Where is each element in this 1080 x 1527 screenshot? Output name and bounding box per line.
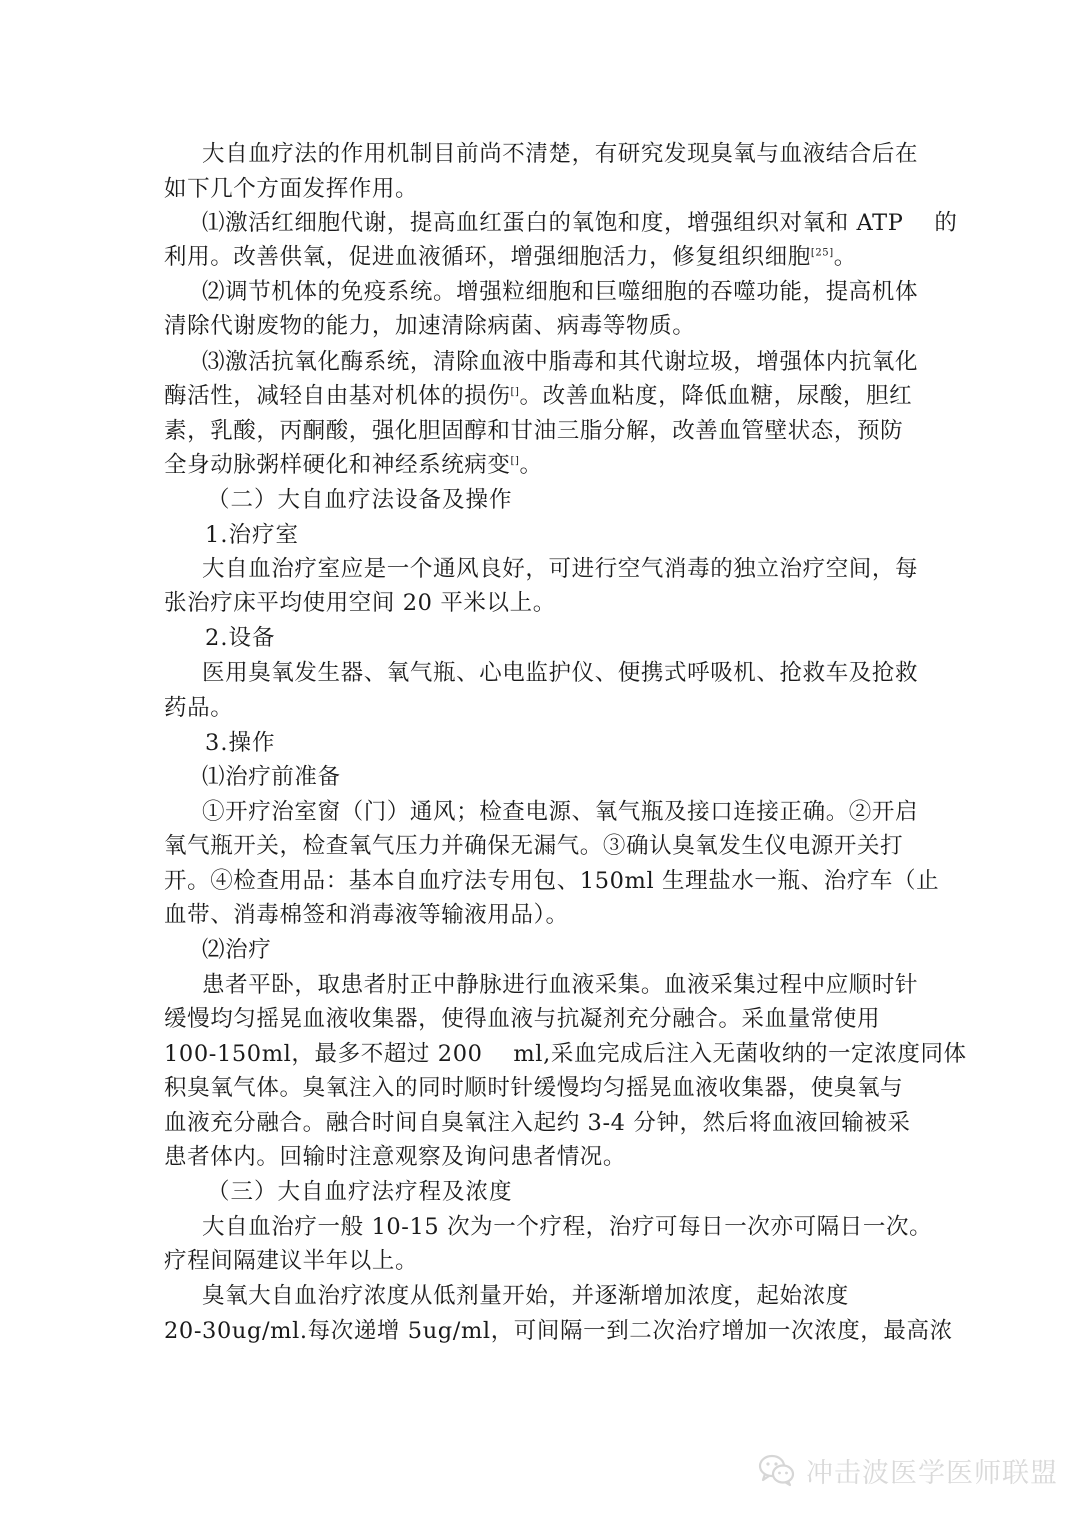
paragraph-line: 患者体内。回输时注意观察及询问患者情况。	[164, 1144, 627, 1170]
paragraph-line: 如下几个方面发挥作用。	[164, 176, 419, 202]
list-item-line: ⑴激活红细胞代谢，提高血红蛋白的氧饱和度，增强组织对氧和 ATP 的	[202, 210, 958, 236]
subsubsection-heading: ⑵治疗	[202, 937, 272, 963]
citation-ref: []	[510, 455, 520, 467]
paragraph-line: 缓慢均匀摇晃血液收集器，使得血液与抗凝剂充分融合。采血量常使用	[164, 1006, 881, 1032]
paragraph-line: 积臭氧气体。臭氧注入的同时顺时针缓慢均匀摇晃血液收集器，使臭氧与	[164, 1075, 904, 1101]
subsection-heading: 2.设备	[205, 625, 276, 651]
text-run: 。改善血粘度，降低血糖，尿酸，胆红	[519, 383, 913, 409]
citation-ref: [25]	[810, 247, 834, 259]
paragraph-line: 疗程间隔建议半年以上。	[164, 1248, 419, 1274]
list-item-line: 素，乳酸，丙酮酸，强化胆固醇和甘油三脂分解，改善血管壁状态，预防	[164, 418, 904, 444]
list-item-line: ⑵调节机体的免疫系统。增强粒细胞和巨噬细胞的吞噬功能，提高机体	[202, 279, 919, 305]
subsection-heading: 1.治疗室	[205, 522, 299, 548]
paragraph-line: 患者平卧，取患者肘正中静脉进行血液采集。血液采集过程中应顺时针	[202, 972, 919, 998]
subsection-heading: 3.操作	[205, 730, 276, 756]
list-item-line: 清除代谢废物的能力，加速清除病菌、病毒等物质。	[164, 313, 696, 339]
paragraph-line: 张治疗床平均使用空间 20 平米以上。	[164, 590, 556, 616]
text-run: 利用。改善供氧，促进血液循环，增强细胞活力，修复组织细胞	[164, 244, 811, 270]
paragraph-line: ①开疗治室窗（门）通风；检查电源、氧气瓶及接口连接正确。②开启	[202, 799, 919, 825]
list-item-line	[164, 239, 1080, 275]
paragraph-line: 大自血治疗一般 10-15 次为一个疗程，治疗可每日一次亦可隔日一次。	[202, 1214, 933, 1240]
paragraph-line: 100-150ml，最多不超过 200 ml,采血完成后注入无菌收纳的一定浓度同体	[164, 1041, 967, 1067]
section-heading: （二）大自血疗法设备及操作	[207, 487, 513, 513]
paragraph-line: 血液充分融合。融合时间自臭氧注入起约 3-4 分钟，然后将血液回输被采	[164, 1110, 911, 1136]
paragraph-line: 20-30ug/ml.每次递增 5ug/ml，可间隔一到二次治疗增加一次浓度，最高浓	[164, 1318, 953, 1344]
paragraph-line: 开。④检查用品：基本自血疗法专用包、150ml 生理盐水一瓶、治疗车（止	[164, 868, 940, 894]
text-run: 全身动脉粥样硬化和神经系统病变	[164, 452, 511, 478]
paragraph-line: 大自血治疗室应是一个通风良好，可进行空气消毒的独立治疗空间，每	[202, 556, 919, 582]
list-item-line	[164, 378, 1080, 414]
paragraph-line: 血带、消毒棉签和消毒液等输液用品）。	[164, 902, 569, 928]
section-heading: （三）大自血疗法疗程及浓度	[207, 1179, 513, 1205]
watermark-text: 冲击波医学医师联盟	[806, 1457, 1058, 1489]
paragraph-line: 医用臭氧发生器、氧气瓶、心电监护仪、便携式呼吸机、抢救车及抢救	[202, 660, 919, 686]
citation-ref: []	[510, 386, 520, 398]
subsubsection-heading: ⑴治疗前准备	[202, 764, 341, 790]
watermark	[758, 1450, 1058, 1490]
text-run: 。	[519, 452, 543, 478]
text-run: 。	[833, 244, 857, 270]
wechat-icon	[758, 1453, 796, 1487]
text-run: 酶活性，减轻自由基对机体的损伤	[164, 383, 511, 409]
paragraph-line: 药品。	[164, 695, 234, 721]
list-item-line	[164, 447, 1080, 483]
paragraph-line: 大自血疗法的作用机制目前尚不清楚，有研究发现臭氧与血液结合后在	[202, 141, 919, 167]
list-item-line: ⑶激活抗氧化酶系统，清除血液中脂毒和其代谢垃圾，增强体内抗氧化	[202, 349, 919, 375]
paragraph-line: 臭氧大自血治疗浓度从低剂量开始，并逐渐增加浓度，起始浓度	[202, 1283, 849, 1309]
paragraph-line: 氧气瓶开关，检查氧气压力并确保无漏气。③确认臭氧发生仪电源开关打	[164, 833, 904, 859]
